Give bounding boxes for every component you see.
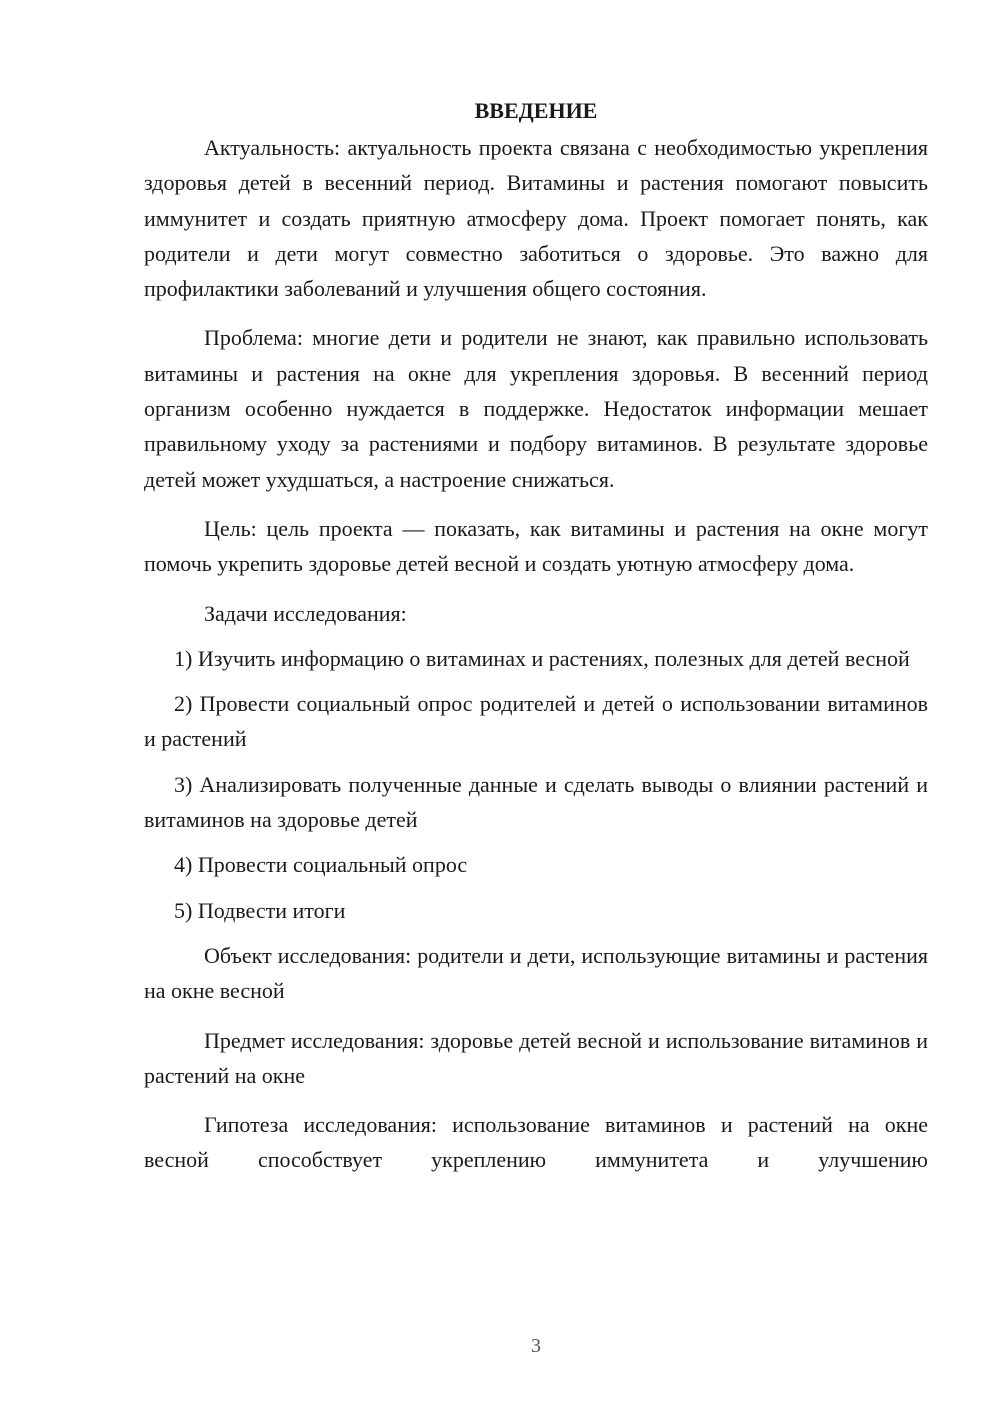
hypothesis-paragraph: Гипотеза исследования: использование витаминов и растений на окне весной способствует укреплению иммунитета и улучшению bbox=[144, 1112, 928, 1173]
goal-paragraph: Цель: цель проекта — показать, как витамины и растения на окне могут помочь укрепить здоровье детей весной и создать уютную атмосферу дома. bbox=[144, 515, 928, 577]
task-item-4: 4) Провести социальный опрос bbox=[174, 852, 468, 878]
problem-paragraph: Проблема: многие дети и родители не знают, как правильно использовать витамины и растения на окне для укрепления здоровья. В весенний период организм особенно нуждается в поддержке. Недостаток информации мешает правильному уходу за растениями и подбору витаминов. В результате здоровье детей может ухудшаться, а настроение снижаться. bbox=[144, 325, 928, 492]
tasks-heading: Задачи исследования: bbox=[204, 600, 407, 626]
task-item-3: 3) Анализировать полученные данные и сделать выводы о влиянии растений и витаминов на здоровье детей bbox=[144, 771, 928, 833]
section-title: ВВЕДЕНИЕ bbox=[474, 98, 598, 123]
relevance-paragraph: Актуальность: актуальность проекта связана с необходимостью укрепления здоровья детей в весенний период. Витамины и растения помогают повысить иммунитет и создать приятную атмосферу дома. Проект помогает понять, как родители и дети могут совместно заботиться о здоровье. Это важно для профилактики заболеваний и улучшения общего состояния. bbox=[144, 135, 928, 302]
task-item-1: 1) Изучить информацию о витаминах и растениях, полезных для детей весной bbox=[174, 645, 910, 671]
task-item-2: 2) Провести социальный опрос родителей и детей о использовании витаминов и растений bbox=[144, 691, 928, 752]
object-paragraph: Объект исследования: родители и дети, использующие витамины и растения на окне весной bbox=[144, 942, 928, 1004]
page-number: 3 bbox=[531, 1335, 541, 1357]
page-content bbox=[144, 93, 928, 1192]
subject-paragraph: Предмет исследования: здоровье детей весной и использование витаминов и растений на окне bbox=[144, 1027, 928, 1088]
task-item-5: 5) Подвести итоги bbox=[174, 897, 346, 923]
